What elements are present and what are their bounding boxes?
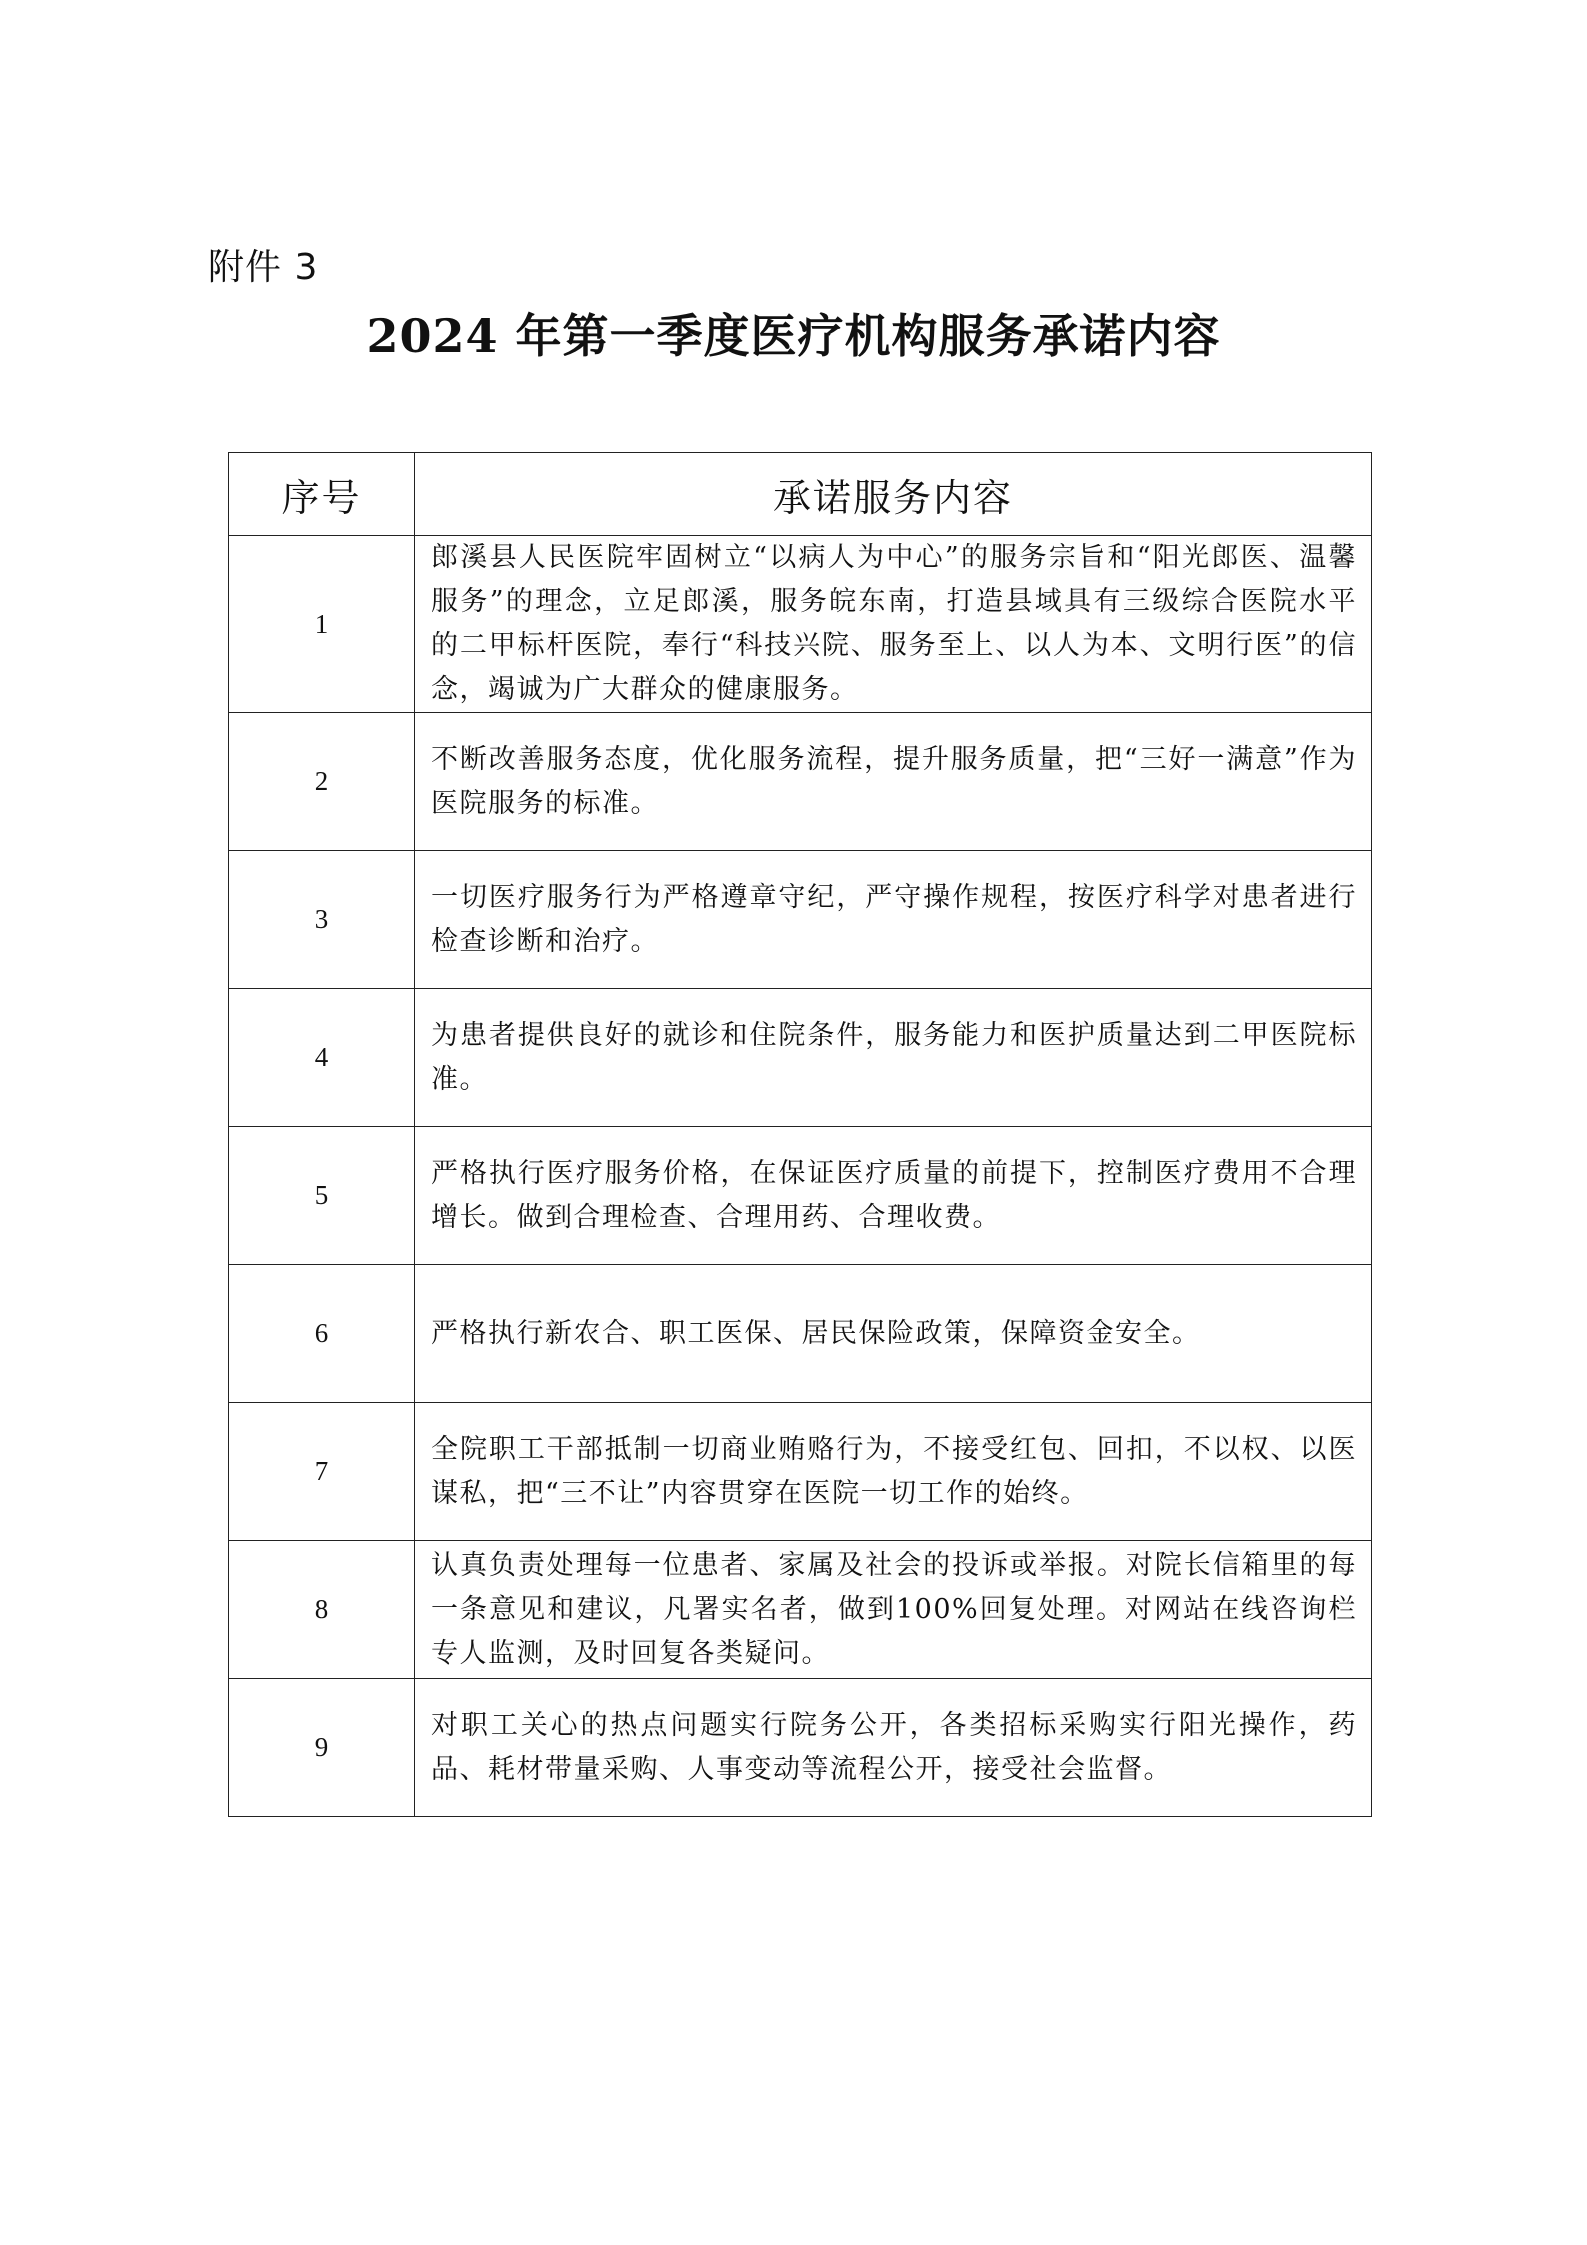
row-content: 郎溪县人民医院牢固树立“以病人为中心”的服务宗旨和“阳光郎医、温馨服务”的理念，立足郎溪，服务皖东南，打造县域具有三级综合医院水平的二甲标杆医院，奉行“科技兴院、服务至上、以人为本、文明行医”的信念，竭诚为广大群众的健康服务。 [415, 536, 1372, 713]
row-content: 认真负责处理每一位患者、家属及社会的投诉或举报。对院长信箱里的每一条意见和建议，凡署实名者，做到100%回复处理。对网站在线咨询栏专人监测，及时回复各类疑问。 [415, 1541, 1372, 1679]
table-row [229, 1265, 1372, 1403]
row-number: 3 [229, 851, 415, 989]
row-content: 严格执行新农合、职工医保、居民保险政策，保障资金安全。 [415, 1265, 1372, 1403]
row-content: 对职工关心的热点问题实行院务公开，各类招标采购实行阳光操作，药品、耗材带量采购、人事变动等流程公开，接受社会监督。 [415, 1679, 1372, 1817]
table-row [229, 1541, 1372, 1679]
row-content: 不断改善服务态度，优化服务流程，提升服务质量，把“三好一满意”作为医院服务的标准。 [415, 713, 1372, 851]
attachment-label: 附件 3 [208, 247, 319, 288]
table-row [229, 989, 1372, 1127]
row-number: 5 [229, 1127, 415, 1265]
row-number: 1 [229, 536, 415, 713]
row-content: 为患者提供良好的就诊和住院条件，服务能力和医护质量达到二甲医院标准。 [415, 989, 1372, 1127]
row-number: 9 [229, 1679, 415, 1817]
header-serial-number: 序号 [229, 453, 415, 536]
table-row [229, 851, 1372, 989]
row-number: 4 [229, 989, 415, 1127]
row-content: 全院职工干部抵制一切商业贿赂行为，不接受红包、回扣，不以权、以医谋私，把“三不让”内容贯穿在医院一切工作的始终。 [415, 1403, 1372, 1541]
table-row [229, 1679, 1372, 1817]
header-commitment-content: 承诺服务内容 [415, 453, 1372, 536]
row-number: 2 [229, 713, 415, 851]
row-number: 8 [229, 1541, 415, 1679]
table-row [229, 1127, 1372, 1265]
row-number: 7 [229, 1403, 415, 1541]
table-row [229, 1403, 1372, 1541]
table-row [229, 536, 1372, 713]
commitment-table [228, 452, 1372, 1817]
row-content: 一切医疗服务行为严格遵章守纪，严守操作规程，按医疗科学对患者进行检查诊断和治疗。 [415, 851, 1372, 989]
table-row [229, 713, 1372, 851]
page-title: 2024 年第一季度医疗机构服务承诺内容 [366, 309, 1221, 363]
row-content: 严格执行医疗服务价格，在保证医疗质量的前提下，控制医疗费用不合理增长。做到合理检查、合理用药、合理收费。 [415, 1127, 1372, 1265]
row-number: 6 [229, 1265, 415, 1403]
table-header-row [229, 453, 1372, 536]
